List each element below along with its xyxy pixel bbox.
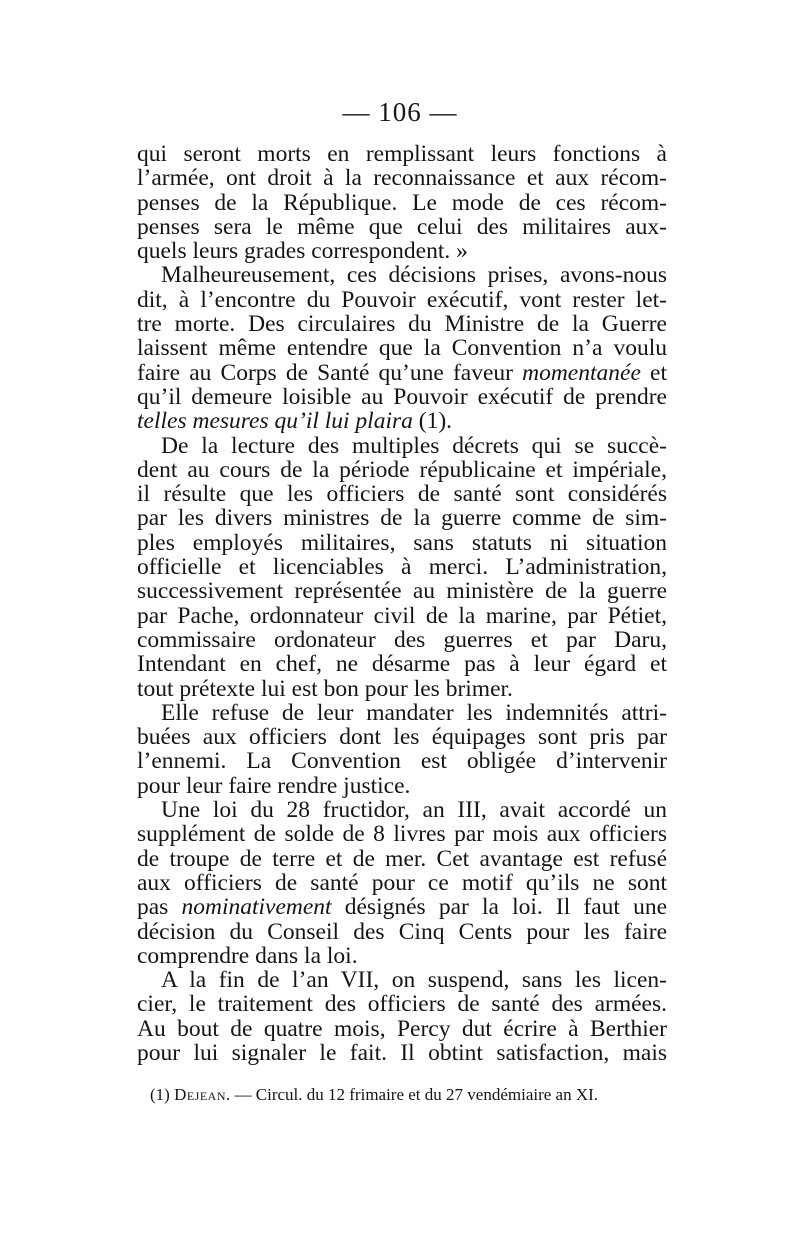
text-run: par Pache, ordonnateur civil de la marine, par Pétiet,: [137, 602, 667, 629]
text-run: cier, le traitement des officiers de santé des armées.: [137, 991, 667, 1018]
text-line: [137, 968, 667, 992]
text-run: décision du Conseil des Cinq Cents pour les faire: [137, 918, 667, 945]
text-line: [137, 652, 667, 676]
text-run: successivement représentée au ministère de la guerre: [137, 578, 667, 605]
text-line: [137, 215, 667, 239]
text-line: [137, 798, 667, 822]
text-line: [137, 336, 667, 360]
footnote: [150, 1085, 670, 1105]
text-run: comprendre dans la loi.: [137, 942, 358, 969]
text-line: [137, 579, 667, 603]
text-line: [137, 288, 667, 312]
text-line: [137, 312, 667, 336]
text-run: officielle et licenciables à merci. L’administration,: [137, 554, 667, 581]
text-run: l’armée, ont droit à la reconnaissance et aux récom-: [137, 165, 667, 192]
text-run: A la fin de l’an VII, on suspend, sans les licen-: [161, 967, 667, 994]
text-line: [137, 822, 667, 846]
text-line: [137, 847, 667, 871]
text-line: [137, 191, 667, 215]
text-line: [137, 749, 667, 773]
text-line: [137, 239, 667, 263]
text-run: quels leurs grades correspondent. »: [137, 238, 468, 265]
text-run: aux officiers de santé pour ce motif qu’ils ne sont: [137, 869, 667, 896]
text-run: dent au cours de la période républicaine et impériale,: [137, 456, 667, 483]
text-run: penses sera le même que celui des militaires aux-: [137, 213, 667, 240]
text-line: [137, 774, 667, 798]
text-run: tout prétexte lui est bon pour les brimer.: [137, 675, 513, 702]
text-run: Elle refuse de leur mandater les indemnités attri-: [161, 699, 667, 726]
text-line: [137, 434, 667, 458]
text-run: penses de la République. Le mode de ces récom-: [137, 189, 667, 216]
page-number-header: — 106 —: [342, 97, 458, 127]
text-line: [137, 701, 667, 725]
text-run: dit, à l’encontre du Pouvoir exécutif, vont rester let-: [137, 286, 667, 313]
text-line: [137, 506, 667, 530]
text-line: [137, 531, 667, 555]
text-run: buées aux officiers dont les équipages sont pris par: [137, 724, 667, 751]
text-run: pour leur faire rendre justice.: [137, 772, 411, 799]
text-run: Une loi du 28 fructidor, an III, avait accordé un: [161, 797, 667, 824]
text-run: (1).: [412, 408, 453, 435]
text-run: il résulte que les officiers de santé sont considérés: [137, 481, 667, 508]
text-line: [137, 677, 667, 701]
text-line: [137, 482, 667, 506]
text-line: [137, 142, 667, 166]
text-run: qu’il demeure loisible au Pouvoir exécutif de prendre: [137, 383, 667, 410]
text-run: pas: [137, 894, 182, 921]
footnote-author: Dejean: [174, 1085, 227, 1104]
text-line: [137, 458, 667, 482]
text-run: De la lecture des multiples décrets qui se succè-: [161, 432, 667, 459]
text-line: [137, 385, 667, 409]
text-line: [137, 628, 667, 652]
text-run: Malheureusement, ces décisions prises, avons-nous: [161, 262, 667, 289]
text-run: Au bout de quatre mois, Percy dut écrire à Berthier: [137, 1015, 667, 1042]
text-run: supplément de solde de 8 livres par mois aux officiers: [137, 821, 667, 848]
text-line: [137, 604, 667, 628]
text-line: [137, 725, 667, 749]
text-run: par les divers ministres de la guerre comme de sim-: [137, 505, 667, 532]
text-run: désignés par la loi. Il faut une: [331, 894, 668, 921]
text-run: et: [640, 359, 667, 386]
text-line: [137, 895, 667, 919]
footnote-text: . — Circul. du 12 frimaire et du 27 vendémiaire an XI.: [226, 1085, 599, 1104]
italic-text: nominativement: [181, 894, 332, 921]
text-line: [137, 920, 667, 944]
footnote-marker: (1): [150, 1085, 170, 1104]
text-run: de troupe de terre et de mer. Cet avantage est refusé: [137, 845, 667, 872]
text-run: ples employés militaires, sans statuts ni situation: [137, 529, 667, 556]
text-line: [137, 166, 667, 190]
text-run: l’ennemi. La Convention est obligée d’intervenir: [137, 748, 667, 775]
text-run: qui seront morts en remplissant leurs fonctions à: [137, 141, 667, 167]
text-line: [137, 871, 667, 895]
text-line: [137, 992, 667, 1016]
text-run: tre morte. Des circulaires du Ministre de la Guerre: [137, 311, 667, 338]
text-line: [137, 361, 667, 385]
text-line: [137, 1017, 667, 1041]
text-run: commissaire ordonateur des guerres et par Daru,: [137, 626, 667, 653]
body-text: [137, 142, 667, 1065]
italic-text: telles mesures qu’il lui plaira: [137, 408, 413, 435]
text-run: laissent même entendre que la Convention n’a voulu: [137, 335, 667, 362]
text-line: [137, 1041, 667, 1065]
text-line: [137, 409, 667, 433]
text-line: [137, 944, 667, 968]
text-line: [137, 263, 667, 287]
text-run: pour lui signaler le fait. Il obtint satisfaction, mais: [137, 1039, 667, 1066]
italic-text: momentanée: [522, 359, 641, 386]
text-run: faire au Corps de Santé qu’une faveur: [137, 359, 523, 386]
text-run: Intendant en chef, ne désarme pas à leur égard et: [137, 651, 667, 678]
text-line: [137, 555, 667, 579]
